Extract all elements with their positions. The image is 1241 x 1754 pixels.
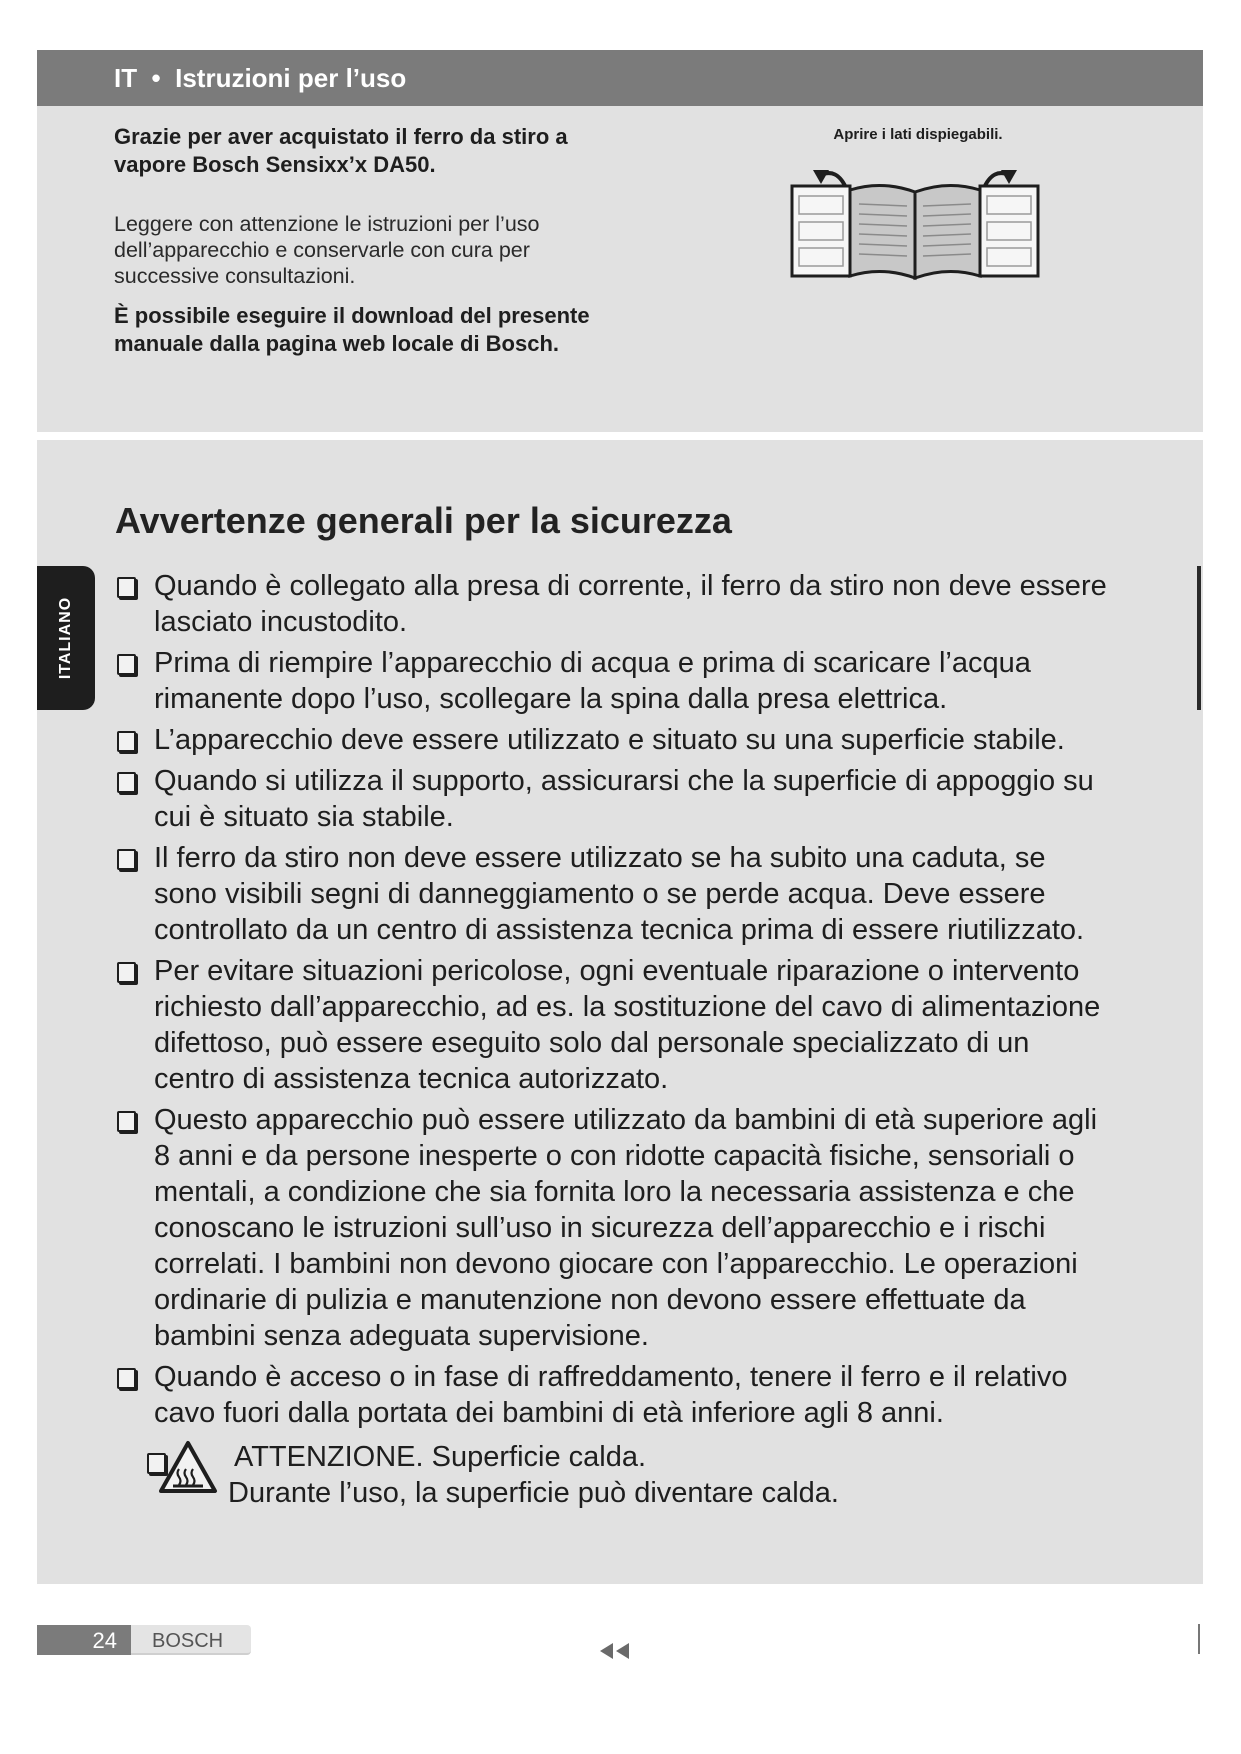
safety-rule: [115, 953, 1115, 1097]
footer-edge-marker: [1198, 1624, 1200, 1654]
back-arrows-icon[interactable]: [598, 1642, 632, 1660]
safety-rule-text: L’apparecchio deve essere utilizzato e situato su una superficie stabile.: [154, 724, 1065, 756]
checkbox-bullet-icon: [117, 654, 136, 675]
footer-brand-tab: [131, 1625, 251, 1655]
side-tab-label: ITALIANO: [57, 596, 74, 680]
header-bar: [37, 50, 1203, 106]
safety-rule: [115, 763, 1115, 835]
intro-thanks: Grazie per aver acquistato il ferro da stiro a vapore Bosch Sensixx’x DA50.: [114, 124, 568, 177]
safety-rule-text: Prima di riempire l’apparecchio di acqua e prima di scaricare l’acqua rimanente dopo l’uso, scollegare la spina dalla presa elettrica.: [154, 647, 1031, 715]
safety-rules-list: [115, 568, 1115, 1511]
safety-rule-text: Quando si utilizza il supporto, assicurarsi che la superficie di appoggio su cui è situato sia stabile.: [154, 765, 1094, 833]
checkbox-bullet-icon: [117, 577, 136, 598]
checkbox-bullet-icon: [117, 731, 136, 752]
page-number: 24: [92, 1628, 117, 1653]
checkbox-bullet-icon: [117, 772, 136, 793]
fold-out-booklet-icon: [789, 156, 1041, 286]
hot-surface-warning: [115, 1439, 1115, 1511]
checkbox-bullet-icon: [117, 962, 136, 983]
safety-rule-text: Quando è collegato alla presa di corrente, il ferro da stiro non deve essere lasciato incustodito.: [154, 570, 1107, 638]
page-number-tab: [37, 1625, 131, 1655]
language-side-tab: [37, 566, 95, 710]
safety-rule: [115, 568, 1115, 640]
safety-title: Avvertenze generali per la sicurezza: [115, 500, 732, 541]
safety-rule: [115, 840, 1115, 948]
footer-brand: BOSCH: [152, 1630, 224, 1652]
warning-title: ATTENZIONE. Superficie calda.: [234, 1441, 647, 1473]
safety-rule-text: Il ferro da stiro non deve essere utilizzato se ha subito una caduta, se sono visibili segni di danneggiamento o se perde acqua. Deve essere controllato da un centro di assistenza tecnica prima di essere riutilizzato.: [154, 842, 1085, 946]
intro-download-note: È possibile eseguire il download del presente manuale dalla pagina web locale di Bosch.: [114, 303, 590, 356]
safety-rule-text: Per evitare situazioni pericolose, ogni eventuale riparazione o intervento richiesto dall’apparecchio, ad es. la sostituzione del cavo di alimentazione difettoso, può essere eseguito solo dal personale specializzato di un centro di assistenza tecnica autorizzato.: [154, 955, 1101, 1095]
safety-rule: [115, 722, 1115, 758]
right-edge-marker: [1197, 566, 1201, 710]
intro-panel: [37, 106, 1203, 432]
safety-rule: [115, 1359, 1115, 1431]
checkbox-bullet-icon: [117, 849, 136, 870]
intro-read-instructions: Leggere con attenzione le istruzioni per l’uso dell’apparecchio e conservarle con cura per successive consultazioni.: [114, 212, 540, 288]
safety-rule-text: Quando è acceso o in fase di raffreddamento, tenere il ferro e il relativo cavo fuori dalla portata dei bambini di età inferiore agli 8 anni.: [154, 1361, 1068, 1429]
warning-text: Durante l’uso, la superficie può diventare calda.: [228, 1477, 839, 1509]
checkbox-bullet-icon: [117, 1111, 136, 1132]
checkbox-bullet-icon: [117, 1368, 136, 1389]
safety-rule-text: Questo apparecchio può essere utilizzato da bambini di età superiore agli 8 anni e da persone inesperte o con ridotte capacità fisiche, sensoriali o mentali, a condizione che sia fornita loro la necessaria assistenza e che conoscano le istruzioni sull’uso in sicurezza dell’apparecchio e i rischi correlati. I bambini non devono giocare con l’apparecchio. Le operazioni ordinarie di pulizia e manutenzione non devono essere effettuate da bambini senza adeguata supervisione.: [154, 1104, 1098, 1352]
safety-rule: [115, 1102, 1115, 1354]
hot-surface-warning-icon: [157, 1439, 219, 1495]
fold-caption: Aprire i lati dispiegabili.: [833, 126, 1003, 143]
header-title: IT • Istruzioni per l’uso: [114, 63, 407, 93]
safety-rule: [115, 645, 1115, 717]
